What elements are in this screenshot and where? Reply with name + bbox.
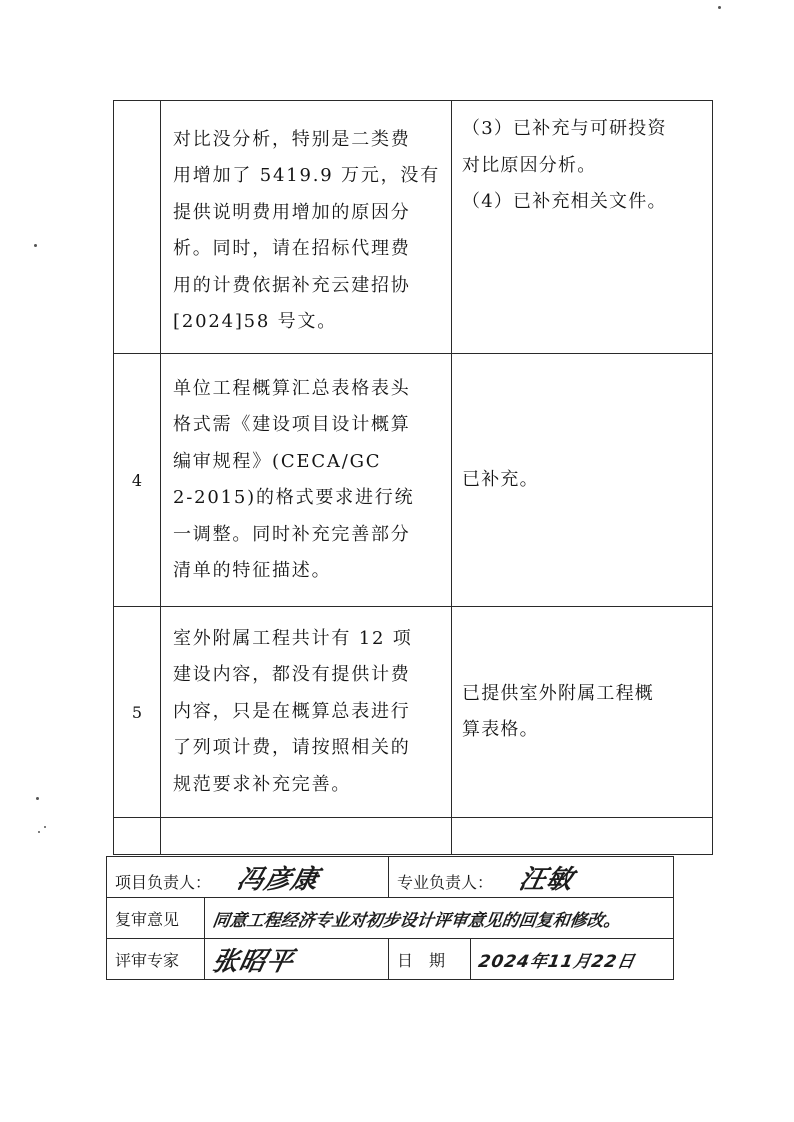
project-lead-label: 项目负责人： (115, 872, 212, 892)
empty-cell (161, 818, 452, 855)
signoff-row (107, 939, 674, 980)
review-comment: 同意工程经济专业对初步设计评审意见的回复和修改。 (211, 910, 623, 931)
issue-line: 2-2015)的格式要求进行统 (173, 487, 415, 508)
expert-label: 评审专家 (115, 950, 180, 970)
date-label-cell (389, 939, 471, 980)
reply-text (452, 354, 713, 607)
issue-line: 规范要求补充完善。 (173, 773, 352, 795)
project-lead-cell (107, 857, 389, 898)
specialty-lead-label: 专业负责人： (397, 872, 494, 892)
row-number: 5 (114, 607, 161, 818)
table-row (114, 101, 713, 354)
signoff-row (107, 898, 674, 939)
issue-line: 用增加了 5419.9 万元，没有 (173, 165, 441, 186)
specialty-lead-signature: 汪敏 (516, 864, 577, 895)
issue-line: 析。同时，请在招标代理费 (173, 238, 411, 259)
empty-cell (114, 818, 161, 855)
review-comments-table (113, 100, 713, 855)
table-row (114, 354, 713, 607)
project-lead-signature: 冯彦康 (234, 864, 322, 895)
review-issue (161, 101, 452, 354)
table-row (114, 607, 713, 818)
reply-text (452, 607, 713, 818)
scan-speck (44, 826, 46, 828)
issue-line: 编审规程》(CECA/GC (173, 450, 382, 472)
review-comment-cell (205, 898, 674, 939)
signoff-row (107, 857, 674, 898)
issue-line: 对比没分析，特别是二类费 (173, 128, 411, 150)
expert-signature: 张昭平 (209, 946, 297, 977)
reply-line: 已提供室外附属工程概 (462, 682, 654, 704)
date-label: 日 期 (397, 950, 446, 970)
review-label: 复审意见 (115, 909, 180, 929)
row-number: 4 (114, 354, 161, 607)
issue-line: 单位工程概算汇总表格表头 (173, 377, 411, 399)
issue-line: 清单的特征描述。 (173, 560, 332, 581)
issue-line: 室外附属工程共计有 12 项 (173, 627, 413, 649)
table-row-empty (114, 818, 713, 855)
scan-speck (36, 797, 39, 800)
row-number (114, 101, 161, 354)
scan-speck (34, 244, 37, 247)
issue-line: [2024]58 号文。 (173, 311, 338, 332)
reply-line: （3）已补充与可研投资 (462, 118, 667, 139)
review-label-cell (107, 898, 205, 939)
date-value-cell (471, 939, 674, 980)
scan-speck (38, 831, 40, 833)
expert-label-cell (107, 939, 205, 980)
expert-signature-cell (205, 939, 389, 980)
scan-speck (718, 6, 721, 9)
specialty-lead-cell (389, 857, 674, 898)
empty-cell (452, 818, 713, 855)
reply-line: 已补充。 (462, 468, 539, 490)
issue-line: 一调整。同时补充完善部分 (173, 523, 411, 545)
issue-line: 建设内容，都没有提供计费 (173, 664, 411, 686)
issue-line: 提供说明费用增加的原因分 (173, 201, 411, 223)
reply-line: 对比原因分析。 (462, 154, 597, 176)
review-issue (161, 607, 452, 818)
reply-line: （4）已补充相关文件。 (462, 191, 667, 212)
issue-line: 格式需《建设项目设计概算 (173, 414, 411, 435)
issue-line: 内容，只是在概算总表进行 (173, 700, 411, 722)
date-value: 2024年11月22日 (476, 951, 637, 972)
signoff-table (106, 856, 674, 980)
review-issue (161, 354, 452, 607)
issue-line: 了列项计费，请按照相关的 (173, 737, 411, 759)
reply-text (452, 101, 713, 354)
issue-line: 用的计费依据补充云建招协 (173, 274, 411, 296)
reply-line: 算表格。 (462, 719, 539, 740)
